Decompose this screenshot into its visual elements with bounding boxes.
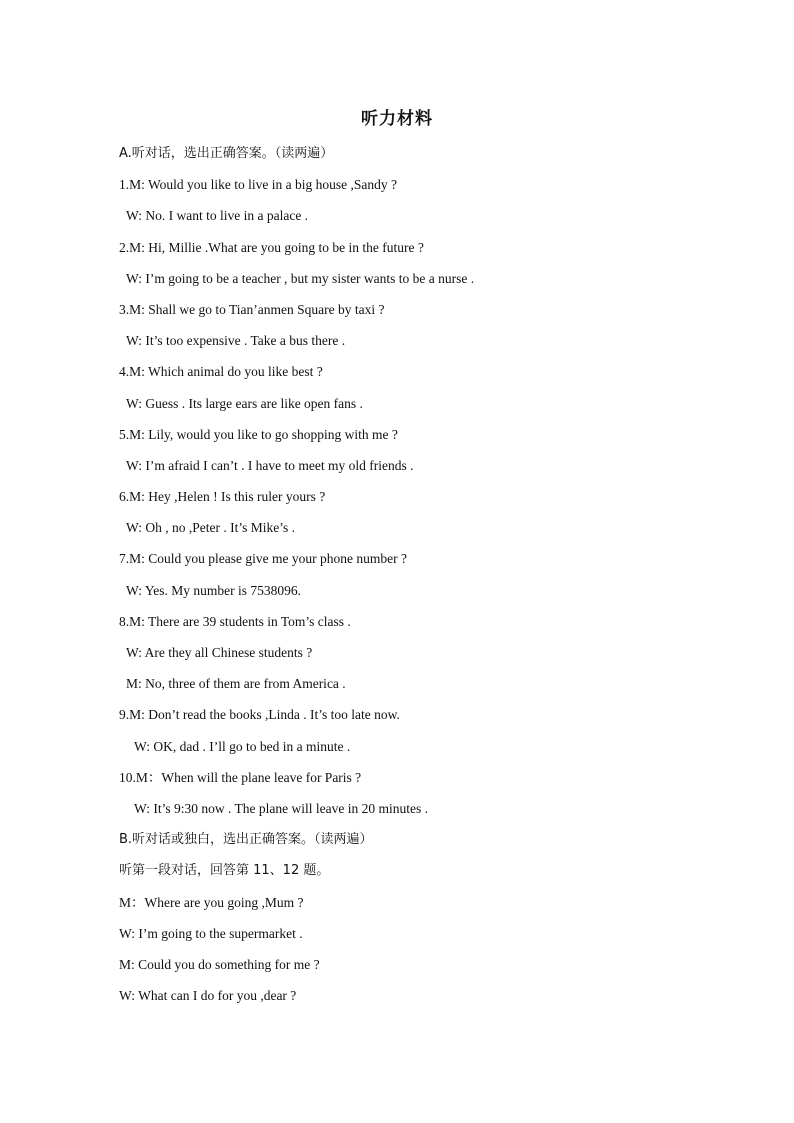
transcript-line: W: Guess . Its large ears are like open fans . [126, 395, 363, 411]
instruction-line: 听第一段对话，回答第 11、12 题。 [119, 863, 330, 879]
transcript-line: 2.M: Hi, Millie .What are you going to be in the future ? [119, 239, 424, 255]
page-title: 听力材料 [361, 109, 433, 129]
section-heading-a: A.听对话，选出正确答案。（读两遍） [119, 146, 334, 161]
transcript-line: W: It’s too expensive . Take a bus there . [126, 333, 346, 349]
transcript-line: W: Are they all Chinese students ? [126, 645, 313, 660]
transcript-line: W: I’m afraid I can’t . I have to meet my old friends . [126, 457, 414, 473]
transcript-line: M：Where are you going ,Mum ? [119, 894, 304, 910]
transcript-line: 4.M: Which animal do you like best ? [119, 364, 323, 380]
transcript-line: 7.M: Could you please give me your phone number ? [119, 551, 407, 567]
transcript-line: W: I’m going to the supermarket . [119, 925, 303, 941]
transcript-line: W: OK, dad . I’ll go to bed in a minute . [134, 738, 351, 754]
transcript [119, 142, 759, 1015]
transcript-line: M: No, three of them are from America . [126, 676, 346, 692]
transcript-line: 6.M: Hey ,Helen ! Is this ruler yours ? [119, 489, 326, 505]
transcript-line: W: No. I want to live in a palace . [126, 208, 309, 224]
transcript-line: 8.M: There are 39 students in Tom’s class . [119, 613, 351, 629]
transcript-line: 10.M：When will the plane leave for Paris ? [119, 769, 362, 785]
transcript-line: 1.M: Would you like to live in a big house ,Sandy ? [119, 177, 398, 193]
transcript-line: W: Oh , no ,Peter . It’s Mike’s . [126, 520, 295, 536]
transcript-line: W: Yes. My number is 7538096. [126, 582, 302, 598]
transcript-line: M: Could you do something for me ? [119, 956, 320, 972]
transcript-line: W: It’s 9:30 now . The plane will leave in 20 minutes . [134, 800, 428, 816]
transcript-line: W: What can I do for you ,dear ? [119, 988, 297, 1004]
section-heading-b: B.听对话或独白，选出正确答案。（读两遍） [119, 832, 373, 848]
transcript-line: W: I’m going to be a teacher , but my sister wants to be a nurse . [126, 270, 475, 286]
transcript-line: 3.M: Shall we go to Tian’anmen Square by taxi ? [119, 301, 385, 317]
transcript-line: 9.M: Don’t read the books ,Linda . It’s too late now. [119, 707, 400, 723]
transcript-line: 5.M: Lily, would you like to go shopping with me ? [119, 426, 398, 442]
